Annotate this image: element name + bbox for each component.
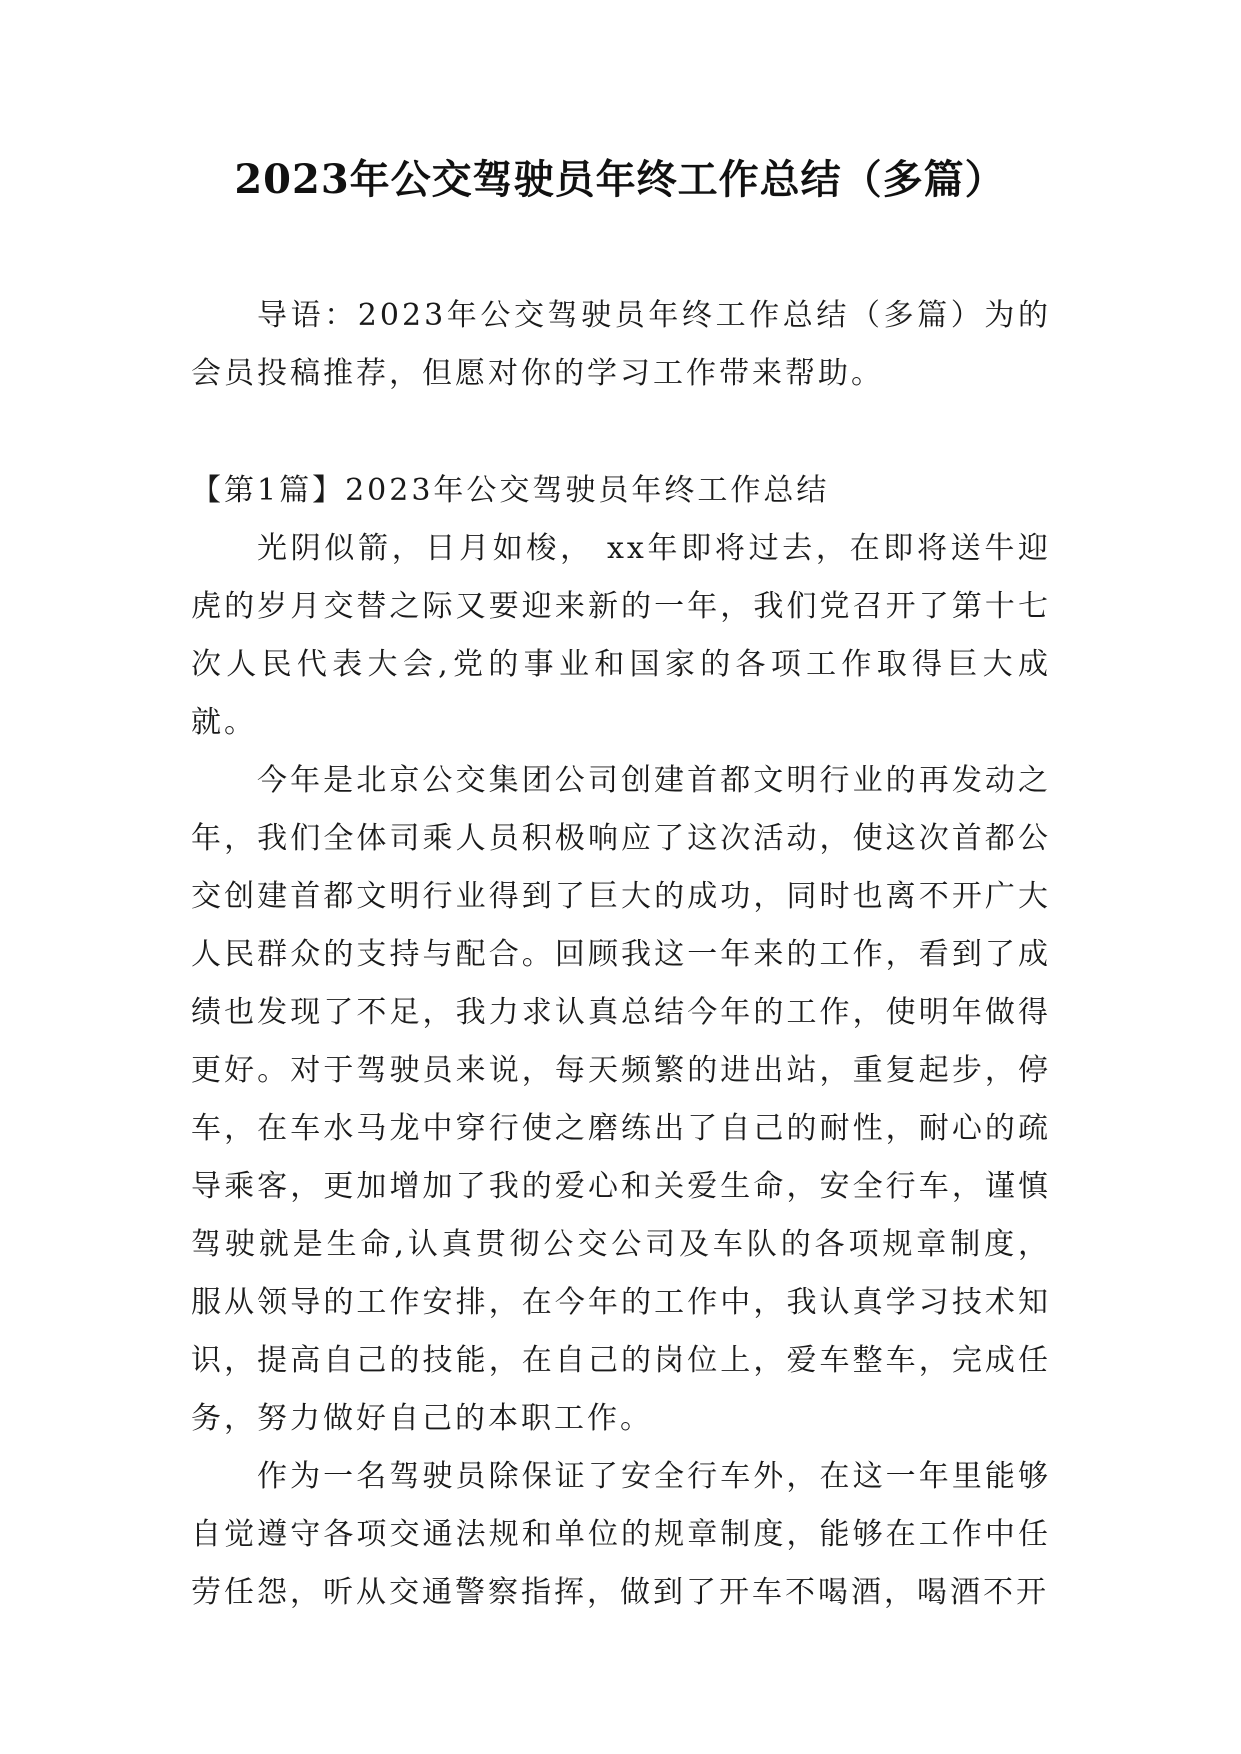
body-paragraph-2: 今年是北京公交集团公司创建首都文明行业的再发动之年，我们全体司乘人员积极响应了这次活动，使这次首都公交创建首都文明行业得到了巨大的成功，同时也离不开广大人民群众的支持与配合。回顾我这一年来的工作，看到了成绩也发现了不足，我力求认真总结今年的工作，使明年做得更好。对于驾驶员来说，每天频繁的进出站，重复起步，停车，在车水马龙中穿行使之磨练出了自己的耐性，耐心的疏导乘客，更加增加了我的爱心和关爱生命，安全行车，谨慎驾驶就是生命,认真贯彻公交公司及车队的各项规章制度，服从领导的工作安排，在今年的工作中，我认真学习技术知识，提高自己的技能，在自己的岗位上，爱车整车，完成任务，努力做好自己的本职工作。 [191, 763, 1051, 1436]
body-paragraph-3: 作为一名驾驶员除保证了安全行车外，在这一年里能够自觉遵守各项交通法规和单位的规章制度，能够在工作中任劳任怨，听从交通警察指挥，做到了开车不喝酒，喝酒不开 [191, 1459, 1051, 1610]
section-heading: 【第1篇】2023年公交驾驶员年终工作总结 [191, 473, 830, 508]
document-title: 2023年公交驾驶员年终工作总结（多篇） [234, 156, 1006, 203]
intro-paragraph: 导语：2023年公交驾驶员年终工作总结（多篇）为的会员投稿推荐，但愿对你的学习工作带来帮助。 [191, 298, 1051, 391]
document-body [191, 287, 1051, 1622]
body-paragraph-1: 光阴似箭，日月如梭， xx年即将过去，在即将送牛迎虎的岁月交替之际又要迎来新的一年，我们党召开了第十七次人民代表大会,党的事业和国家的各项工作取得巨大成就。 [191, 531, 1051, 740]
